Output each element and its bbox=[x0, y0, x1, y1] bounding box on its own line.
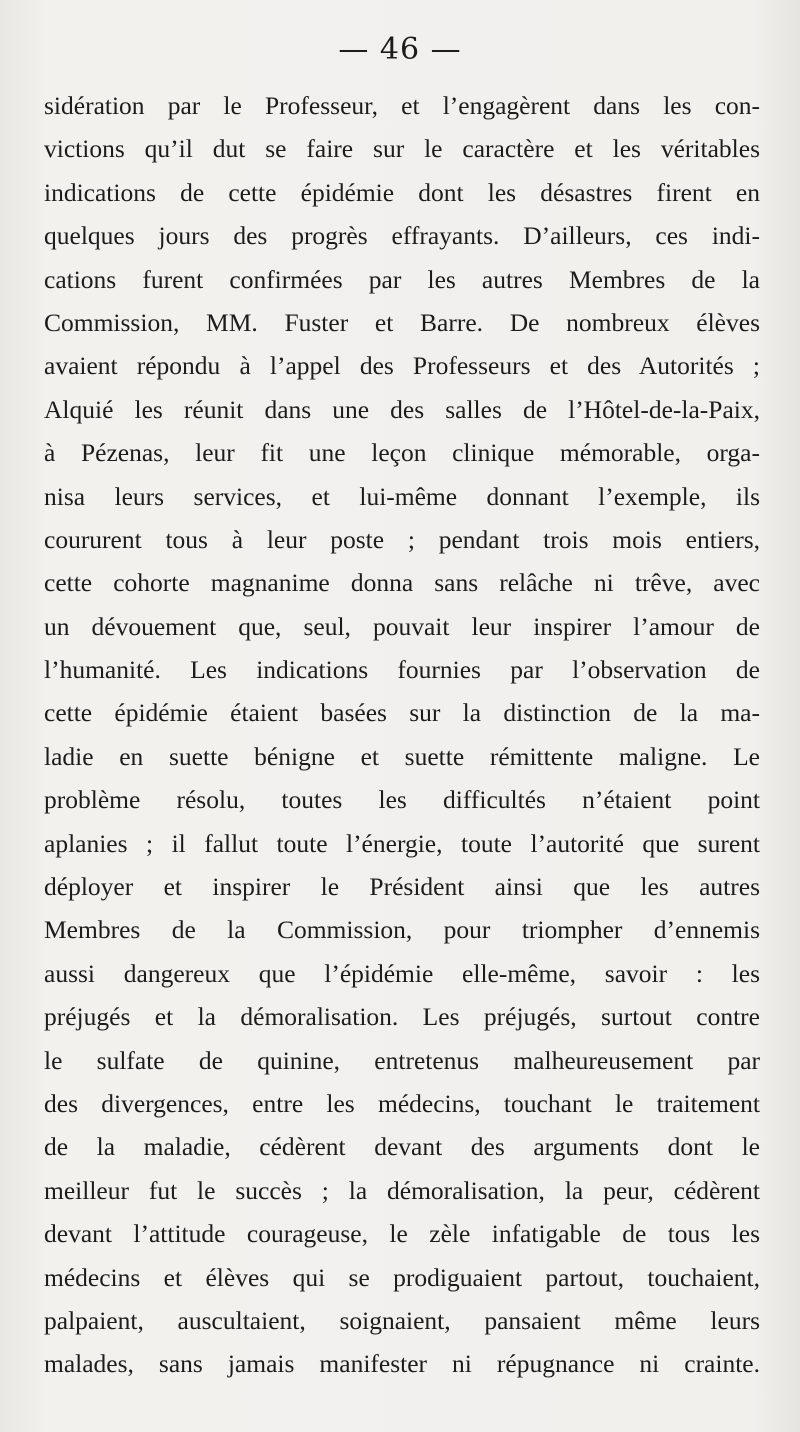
text-line: de la maladie, cédèrent devant des arguments dont le bbox=[44, 1132, 760, 1162]
text-line: Commission, MM. Fuster et Barre. De nombreux élèves bbox=[44, 307, 760, 337]
text-line: préjugés et la démoralisation. Les préjugés, surtout contre bbox=[44, 1002, 760, 1032]
text-line: l’humanité. Les indications fournies par l’observation de bbox=[44, 655, 760, 685]
page-number: — 46 — bbox=[338, 32, 462, 67]
text-line: à Pézenas, leur fit une leçon clinique mémorable, orga- bbox=[44, 438, 760, 468]
text-line: le sulfate de quinine, entretenus malheureusement par bbox=[44, 1045, 760, 1075]
text-line: palpaient, auscultaient, soignaient, pansaient même leurs bbox=[44, 1305, 760, 1335]
text-line: cette épidémie étaient basées sur la distinction de la ma- bbox=[44, 698, 760, 728]
text-line: cations furent confirmées par les autres Membres de la bbox=[44, 264, 760, 294]
text-line: meilleur fut le succès ; la démoralisation, la peur, cédèrent bbox=[44, 1175, 760, 1205]
text-line: victions qu’il dut se faire sur le caractère et les véritables bbox=[44, 134, 760, 164]
text-line: coururent tous à leur poste ; pendant trois mois entiers, bbox=[44, 524, 760, 554]
text-line: devant l’attitude courageuse, le zèle infatigable de tous les bbox=[44, 1219, 760, 1249]
body-text bbox=[44, 84, 760, 1386]
text-line: aussi dangereux que l’épidémie elle-même, savoir : les bbox=[44, 958, 760, 988]
text-line: médecins et élèves qui se prodiguaient partout, touchaient, bbox=[44, 1262, 760, 1292]
text-line: déployer et inspirer le Président ainsi que les autres bbox=[44, 872, 760, 902]
text-line: sidération par le Professeur, et l’engagèrent dans les con- bbox=[44, 91, 760, 120]
text-line: nisa leurs services, et lui-même donnant l’exemple, ils bbox=[44, 481, 760, 511]
text-line: ladie en suette bénigne et suette rémittente maligne. Le bbox=[44, 741, 760, 771]
text-line: malades, sans jamais manifester ni répugnance ni crainte. bbox=[44, 1349, 760, 1379]
text-line: cette cohorte magnanime donna sans relâche ni trêve, avec bbox=[44, 568, 760, 598]
text-line: indications de cette épidémie dont les désastres firent en bbox=[44, 177, 760, 207]
text-line: Membres de la Commission, pour triompher d’ennemis bbox=[44, 915, 760, 945]
text-line: aplanies ; il fallut toute l’énergie, toute l’autorité que surent bbox=[44, 828, 760, 858]
text-line: un dévouement que, seul, pouvait leur inspirer l’amour de bbox=[44, 611, 760, 641]
text-line: avaient répondu à l’appel des Professeurs et des Autorités ; bbox=[44, 351, 760, 381]
text-line: problème résolu, toutes les difficultés n’étaient point bbox=[44, 785, 760, 815]
text-line: des divergences, entre les médecins, touchant le traitement bbox=[44, 1088, 760, 1118]
text-line: Alquié les réunit dans une des salles de l’Hôtel-de-la-Paix, bbox=[44, 394, 760, 424]
text-line: quelques jours des progrès effrayants. D’ailleurs, ces indi- bbox=[44, 221, 760, 251]
